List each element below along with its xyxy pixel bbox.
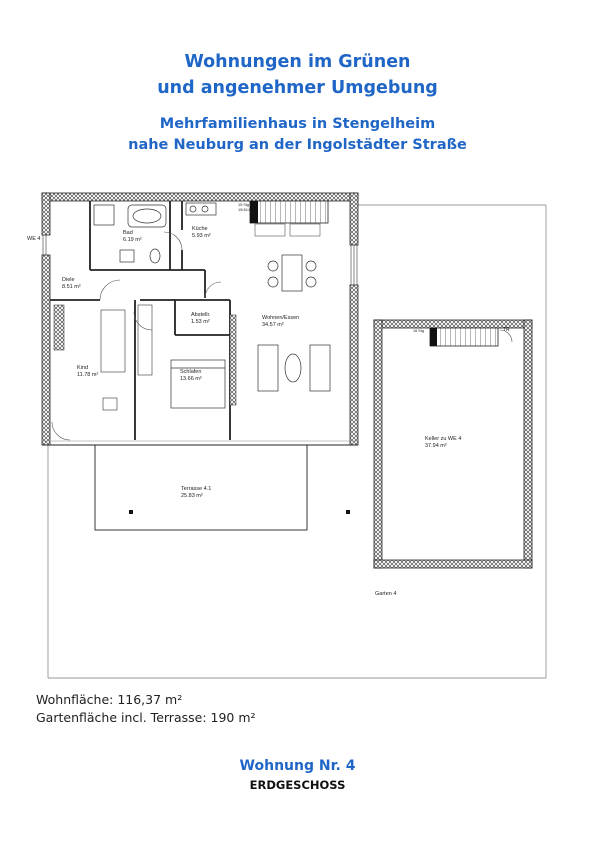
floor-level: ERDGESCHOSS — [249, 778, 346, 792]
room-name-abstellr: Abstellr. — [191, 312, 211, 318]
staircase — [250, 201, 328, 236]
room-name-diele: Diele — [62, 277, 75, 283]
room-area-diele: 8.51 m² — [62, 284, 81, 290]
apartment-number: Wohnung Nr. 4 — [239, 758, 356, 774]
room-name-garten: Garten 4 — [375, 591, 397, 597]
garden-boundary — [48, 205, 546, 678]
subheadline-line-1: Mehrfamilienhaus in Stengelheim — [159, 116, 436, 132]
kitchen-counter — [186, 203, 216, 215]
subheadline-line-2: nahe Neuburg an der Ingolstädter Straße — [128, 137, 467, 153]
wardrobes — [101, 305, 152, 410]
dining-table — [268, 255, 316, 291]
room-area-kind: 11.78 m² — [77, 372, 99, 378]
stairs-note-keller: 16 Stg — [413, 329, 424, 333]
room-area-wohnen: 34.57 m² — [262, 322, 284, 328]
garden-area-text: Gartenfläche incl. Terrasse: 190 m² — [36, 710, 256, 725]
headline-line-1: Wohnungen im Grünen — [184, 52, 411, 72]
room-area-abstellr: 1.53 m² — [191, 319, 210, 325]
room-area-bad: 6.19 m² — [123, 237, 142, 243]
room-area-keller: 37.94 m² — [425, 443, 447, 449]
living-area-text: Wohnfläche: 116,37 m² — [36, 692, 183, 707]
room-name-schlafen: Schlafen — [180, 369, 202, 375]
headline-line-2: und angenehmer Umgebung — [157, 78, 438, 98]
room-name-bad: Bad — [123, 230, 133, 236]
keller-door-label: TR — [503, 327, 510, 333]
room-name-keller: Keller zu WE 4 — [425, 436, 462, 442]
stairs-note-top: 15 Stg — [238, 203, 249, 207]
floor-plan — [0, 170, 595, 685]
sofa-group — [258, 345, 330, 391]
cellar — [374, 320, 532, 568]
room-name-wohnen: Wohnen/Essen — [262, 315, 300, 321]
room-area-kueche: 5.93 m² — [192, 233, 211, 239]
room-area-schlafen: 13.66 m² — [180, 376, 202, 382]
unit-label: WE 4 — [27, 236, 41, 242]
room-name-terrasse: Terrasse 4.1 — [181, 486, 212, 492]
room-name-kueche: Küche — [192, 226, 208, 232]
room-area-terrasse: 25.83 m² — [181, 493, 203, 499]
door-swings — [52, 232, 221, 440]
bed — [171, 360, 225, 408]
stairs-note-bottom: 19/16.8 — [238, 208, 251, 212]
room-name-kind: Kind — [77, 365, 89, 371]
